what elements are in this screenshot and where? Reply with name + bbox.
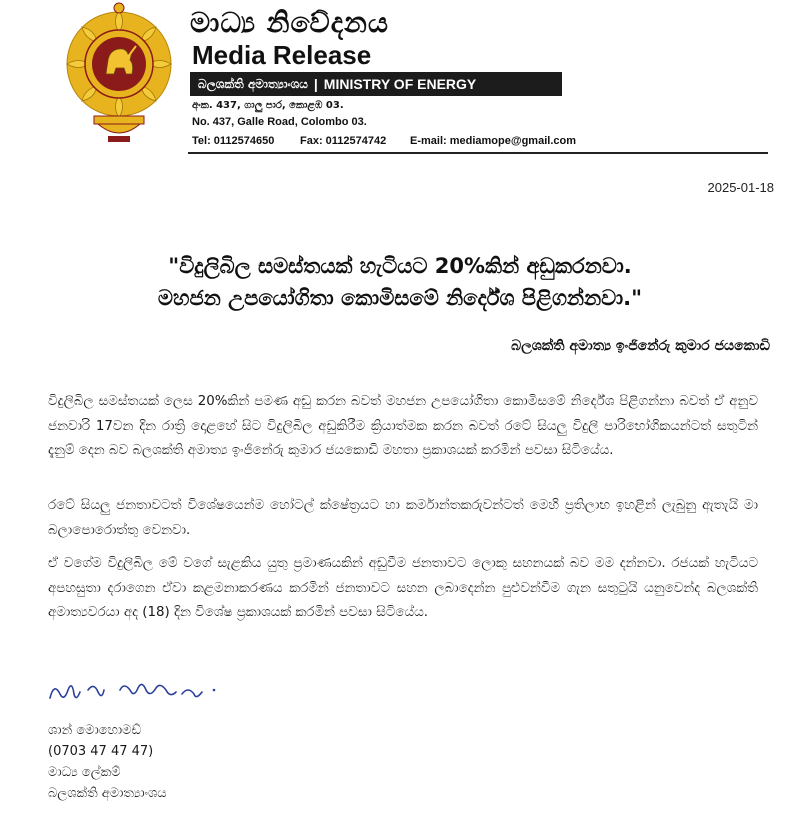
headline-line-2: මහජන උපයෝගිතා කොමිසමේ නිර්දේශ පිළිගන්නවා." [157, 286, 643, 310]
address-sinhala: අංක. 437, ගාලු පාර, කොළඹ 03. [192, 100, 344, 111]
signatory-block [48, 720, 167, 804]
ministry-name-english: MINISTRY OF ENERGY [323, 76, 477, 92]
media-release-title-sinhala: මාධ්‍ය නිවේදනය [190, 6, 389, 39]
signatory-name: ශාන් මොහොමඩ් [48, 723, 142, 738]
byline: බලශක්ති අමාත්‍ය ඉංජිනේරු කුමාර ජයකොඩි [511, 338, 770, 354]
email: E-mail: mediamope@gmail.com [410, 135, 576, 147]
sri-lanka-national-emblem-icon [64, 2, 174, 147]
release-date: 2025-01-18 [707, 180, 774, 195]
signatory-ministry: බලශක්ති අමාත්‍යාංශය [48, 786, 167, 801]
paragraph-1: විදුලිබිල සමස්තයක් ලෙස 20%කින් පමණ අඩු කරන බවත් මහජන උපයෝගිතා කොමිසමේ නිර්දේශ පිළිගන්නා බවත් ඒ අනුව ජනවාරි 17වන දින රාත්‍රි දොළහේ සිට විදුලිබිල අඩුකිරීම ක්‍රියාත්මක කරන බවත් රටේ සියලු විදුලි පාරිභෝගිකයන්ටත් සතුටින් දැනුම් දෙන බව බලශක්ති අමාත්‍ය ඉංජිනේරු කුමාර ජයකොඩි මහතා ප්‍රකාශයක් කරමින් පවසා සිටියේය. [48, 394, 758, 458]
paragraph-3: ඒ වගේම විදුලිබිල මේ වගේ සැළකිය යුතු ප්‍රමාණයකින් අඩුවීම ජනතාවට ලොකු සහනයක් බව මම දන්නවා. රජයක් හැටියට අපහසුතා දරාගෙන ඒවා කළමනාකරණය කරමින් ජනතාවට සහන ලබාදෙන්න පුළුවන්වීම ගැන සතුටුයි යනුවෙන්ද බලශක්ති අමාත්‍යවරයා අද (18) දින විශේෂ ප්‍රකාශයක් කරමින් පවසා සිටියේය. [48, 556, 758, 620]
header-divider [188, 152, 768, 154]
fax: Fax: 0112574742 [300, 135, 387, 147]
signatory-title: මාධ්‍ය ලේකම් [48, 765, 121, 780]
paragraph-2: රටේ සියලු ජනතාවටත් විශේෂයෙන්ම හෝටල් ක්ෂේත්‍රයට හා කර්මාන්තකරුවන්ටත් මෙහි ප්‍රතිලාභ ඉහළින් ලැබුනු ඇතැයි මා බලාපොරොත්තු වෙනවා. [48, 498, 758, 538]
address-english: No. 437, Galle Road, Colombo 03. [192, 116, 367, 128]
telephone: Tel: 0112574650 [192, 135, 275, 147]
handwritten-signature-icon [44, 668, 224, 714]
media-release-title: Media Release [192, 40, 372, 70]
signatory-phone: (0703 47 47 47) [48, 744, 154, 759]
headline-line-1: "විදුලිබිල සමස්තයක් හැටියට 20%කින් අඩුකරනවා. [168, 254, 632, 278]
ministry-separator: | [313, 76, 318, 92]
ministry-name-sinhala: බලශක්ති අමාත්‍යාංශය [198, 76, 308, 91]
ministry-banner [190, 72, 562, 96]
